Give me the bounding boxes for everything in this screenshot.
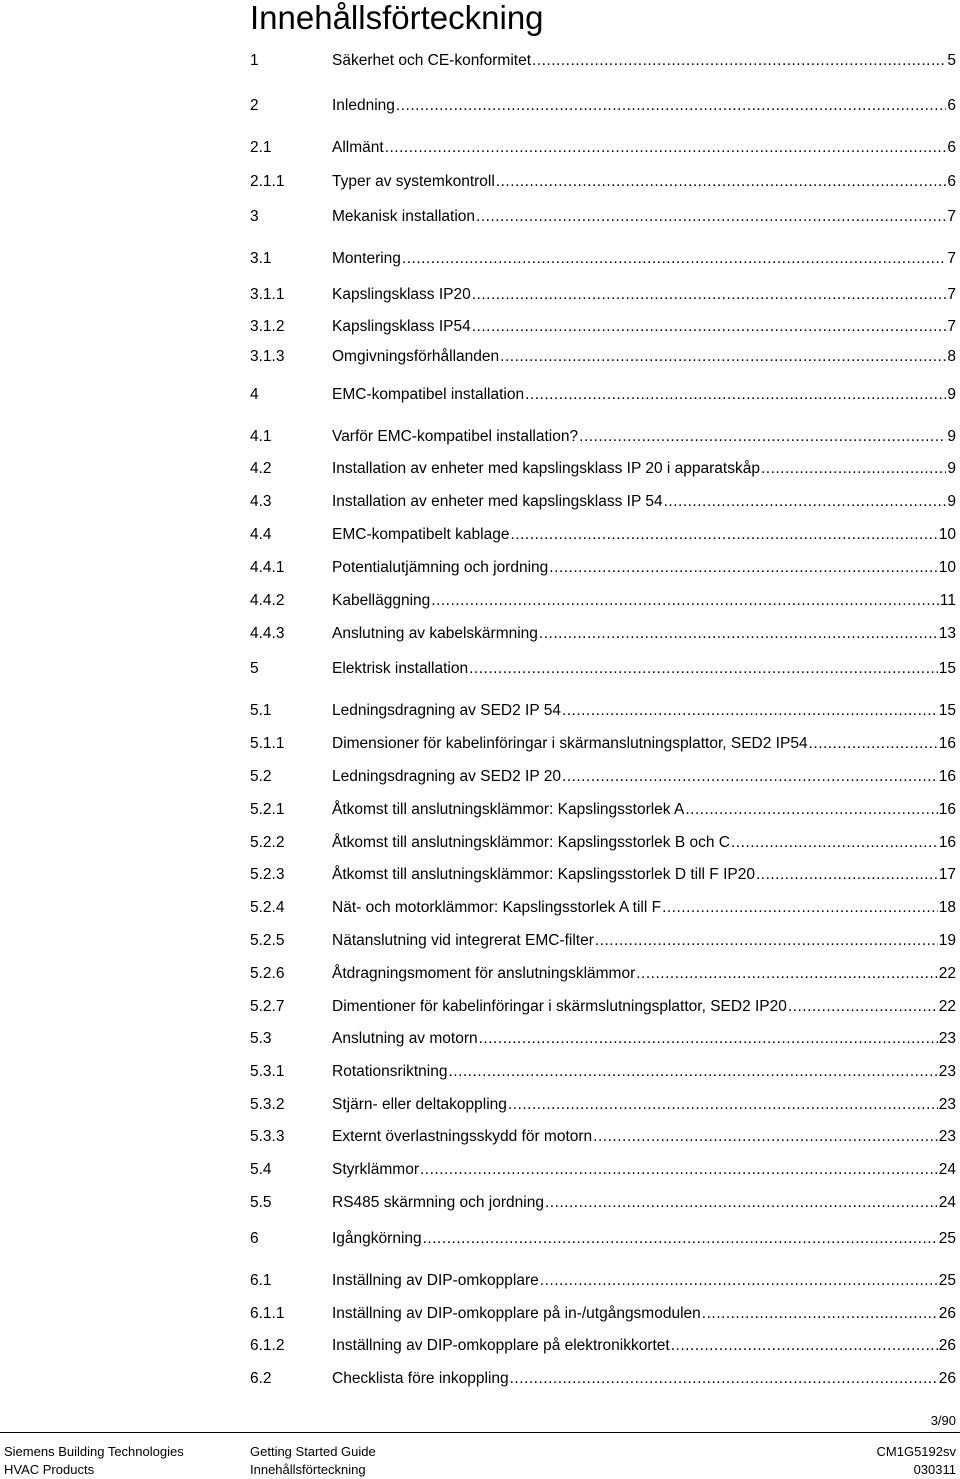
toc-entry-number: 2.1: [250, 139, 272, 156]
toc-entry-title: Rotationsriktning: [332, 1063, 448, 1080]
toc-dot-leader: [595, 930, 938, 952]
toc-entry[interactable]: [250, 206, 956, 228]
toc-entry-page: 7: [947, 250, 956, 267]
toc-dot-leader: [448, 1061, 937, 1083]
toc-dot-leader: [545, 1192, 938, 1214]
toc-entry[interactable]: [250, 95, 956, 117]
toc-entry-page: 13: [938, 625, 956, 642]
toc-entry-number: 1: [250, 52, 259, 69]
toc-entry-title: Dimensioner för kabelinföringar i skärmanslutningsplattor, SED2 IP54: [332, 735, 808, 752]
toc-entry-number: 5.2.7: [250, 998, 285, 1015]
toc-dot-leader: [540, 1270, 938, 1292]
toc-entry-number: 5.1.1: [250, 735, 285, 752]
toc-dot-leader: [549, 557, 937, 579]
toc-dot-leader: [593, 1126, 938, 1148]
toc-entry-number: 5.5: [250, 1194, 272, 1211]
toc-dot-leader: [402, 248, 946, 270]
toc-entry-title: Åtkomst till anslutningsklämmor: Kapslingsstorlek D till F IP20: [332, 866, 755, 883]
toc-entry-page: 25: [938, 1272, 956, 1289]
toc-entry-number: 3.1: [250, 250, 272, 267]
toc-entry-page: 9: [947, 428, 956, 445]
toc-dot-leader: [579, 426, 946, 448]
toc-entry[interactable]: [250, 346, 956, 368]
toc-entry[interactable]: [250, 557, 956, 579]
toc-entry[interactable]: [250, 1335, 956, 1357]
footer-company: Siemens Building Technologies: [4, 1444, 184, 1459]
toc-entry[interactable]: [250, 248, 956, 270]
toc-entry[interactable]: [250, 1094, 956, 1116]
toc-entry-page: 17: [938, 866, 956, 883]
toc-entry[interactable]: [250, 458, 956, 480]
toc-entry-title: Inställning av DIP-omkopplare på in-/utgångsmodulen: [332, 1305, 701, 1322]
toc-entry[interactable]: [250, 700, 956, 722]
toc-entry[interactable]: [250, 384, 956, 406]
toc-entry-page: 7: [947, 318, 956, 335]
toc-entry-title: Checklista före inkoppling: [332, 1370, 509, 1387]
toc-entry-page: 7: [947, 208, 956, 225]
toc-entry-page: 22: [938, 965, 956, 982]
footer-date: 030311: [913, 1462, 956, 1477]
toc-dot-leader: [532, 50, 946, 72]
toc-entry[interactable]: [250, 1270, 956, 1292]
toc-dot-leader: [472, 316, 947, 338]
toc-entry[interactable]: [250, 832, 956, 854]
toc-entry-title: Säkerhet och CE-konformitet: [332, 52, 532, 69]
toc-entry-title: Nät- och motorklämmor: Kapslingsstorlek A till F: [332, 899, 662, 916]
toc-entry[interactable]: [250, 996, 956, 1018]
toc-entry-page: 16: [938, 768, 956, 785]
toc-entry-number: 4.2: [250, 460, 272, 477]
toc-entry-number: 5.3.2: [250, 1096, 285, 1113]
toc-entry-title: Installation av enheter med kapslingsklass IP 54: [332, 493, 663, 510]
toc-entry-number: 3.1.1: [250, 286, 285, 303]
toc-entry-number: 5.2.4: [250, 899, 285, 916]
toc-entry-number: 5.3: [250, 1030, 272, 1047]
toc-dot-leader: [500, 346, 946, 368]
toc-entry-title: Mekanisk installation: [332, 208, 476, 225]
footer-doc-id: CM1G5192sv: [876, 1444, 956, 1459]
toc-entry-title: Installation av enheter med kapslingsklass IP 20 i apparatskåp: [332, 460, 760, 477]
toc-entry[interactable]: [250, 171, 956, 193]
toc-dot-leader: [685, 799, 937, 821]
toc-entry-page: 9: [947, 493, 956, 510]
toc-entry[interactable]: [250, 590, 956, 612]
footer-doc-title: Getting Started Guide: [250, 1444, 376, 1459]
toc-entry-title: Stjärn- eller deltakoppling: [332, 1096, 507, 1113]
toc-entry-title: EMC-kompatibelt kablage: [332, 526, 510, 543]
toc-entry-number: 4.4.1: [250, 559, 285, 576]
toc-entry[interactable]: [250, 864, 956, 886]
toc-entry-number: 5.3.1: [250, 1063, 285, 1080]
toc-entry-page: 10: [938, 526, 956, 543]
toc-entry-number: 5.2.6: [250, 965, 285, 982]
toc-entry[interactable]: [250, 658, 956, 680]
toc-entry[interactable]: [250, 1192, 956, 1214]
toc-entry[interactable]: [250, 491, 956, 513]
toc-entry-title: Dimentioner för kabelinföringar i skärmslutningsplattor, SED2 IP20: [332, 998, 787, 1015]
toc-entry-page: 26: [938, 1370, 956, 1387]
toc-entry-number: 4.4.3: [250, 625, 285, 642]
toc-entry-number: 6.1: [250, 1272, 272, 1289]
toc-entry-title: Ledningsdragning av SED2 IP 20: [332, 768, 561, 785]
toc-entry[interactable]: [250, 426, 956, 448]
toc-dot-leader: [662, 897, 938, 919]
toc-dot-leader: [385, 137, 947, 159]
toc-entry-title: Anslutning av kabelskärmning: [332, 625, 538, 642]
toc-dot-leader: [508, 1094, 938, 1116]
toc-dot-leader: [420, 1159, 938, 1181]
toc-entry-page: 25: [938, 1230, 956, 1247]
toc-entry[interactable]: [250, 799, 956, 821]
toc-entry-title: Omgivningsförhållanden: [332, 348, 500, 365]
toc-entry-page: 15: [938, 660, 956, 677]
toc-entry-page: 23: [938, 1030, 956, 1047]
toc-entry-number: 4.4: [250, 526, 272, 543]
toc-entry-number: 4: [250, 386, 259, 403]
toc-entry[interactable]: [250, 623, 956, 645]
toc-entry-number: 3.1.2: [250, 318, 285, 335]
toc-entry-page: 23: [938, 1128, 956, 1145]
toc-entry-number: 5.1: [250, 702, 272, 719]
toc-dot-leader: [476, 206, 946, 228]
toc-entry-page: 9: [947, 386, 956, 403]
toc-entry[interactable]: [250, 1061, 956, 1083]
toc-entry-title: Åtkomst till anslutningsklämmor: Kapslingsstorlek A: [332, 801, 685, 818]
toc-entry-title: Montering: [332, 250, 401, 267]
toc-entry-page: 18: [938, 899, 956, 916]
toc-entry[interactable]: [250, 733, 956, 755]
toc-entry[interactable]: [250, 524, 956, 546]
toc-entry-number: 5.2.1: [250, 801, 285, 818]
toc-entry-number: 5.3.3: [250, 1128, 285, 1145]
toc-entry-page: 11: [939, 592, 956, 609]
toc-dot-leader: [702, 1303, 938, 1325]
toc-entry-title: Kapslingsklass IP20: [332, 286, 471, 303]
toc-entry-page: 9: [947, 460, 956, 477]
toc-entry[interactable]: [250, 930, 956, 952]
toc-entry-number: 5.2.2: [250, 834, 285, 851]
toc-entry-number: 2: [250, 97, 259, 114]
toc-dot-leader: [510, 524, 937, 546]
toc-entry-page: 5: [947, 52, 956, 69]
toc-dot-leader: [472, 284, 947, 306]
toc-entry-number: 5.2: [250, 768, 272, 785]
toc-entry-title: Allmänt: [332, 139, 384, 156]
toc-dot-leader: [496, 171, 947, 193]
toc-entry[interactable]: [250, 50, 956, 72]
toc-entry-number: 6.1.2: [250, 1337, 285, 1354]
toc-entry-title: Anslutning av motorn: [332, 1030, 478, 1047]
toc-entry-title: Varför EMC-kompatibel installation?: [332, 428, 579, 445]
toc-entry-page: 19: [938, 932, 956, 949]
toc-entry-number: 5.2.5: [250, 932, 285, 949]
toc-entry-title: EMC-kompatibel installation: [332, 386, 525, 403]
toc-entry-title: RS485 skärmning och jordning: [332, 1194, 544, 1211]
toc-dot-leader: [562, 766, 938, 788]
toc-entry-page: 15: [938, 702, 956, 719]
toc-entry-page: 24: [938, 1161, 956, 1178]
toc-entry-title: Styrklämmor: [332, 1161, 419, 1178]
toc-entry-page: 23: [938, 1096, 956, 1113]
toc-entry-title: Inställning av DIP-omkopplare på elektronikkortet: [332, 1337, 670, 1354]
toc-entry-page: 8: [947, 348, 956, 365]
toc-entry[interactable]: [250, 1368, 956, 1390]
toc-entry-page: 26: [938, 1337, 956, 1354]
toc-entry-number: 3.1.3: [250, 348, 285, 365]
toc-entry-number: 3: [250, 208, 259, 225]
toc-entry[interactable]: [250, 963, 956, 985]
toc-entry-title: Externt överlastningsskydd för motorn: [332, 1128, 593, 1145]
toc-entry-title: Typer av systemkontroll: [332, 173, 495, 190]
toc-entry-title: Inledning: [332, 97, 395, 114]
toc-dot-leader: [788, 996, 938, 1018]
page-title: Innehållsförteckning: [250, 0, 544, 36]
toc-entry-number: 4.3: [250, 493, 272, 510]
toc-entry-title: Ledningsdragning av SED2 IP 54: [332, 702, 561, 719]
toc-entry[interactable]: [250, 1228, 956, 1250]
toc-entry-title: Åtkomst till anslutningsklämmor: Kapslingsstorlek B och C: [332, 834, 730, 851]
toc-entry-page: 26: [938, 1305, 956, 1322]
toc-entry-page: 10: [938, 559, 956, 576]
toc-dot-leader: [396, 95, 946, 117]
toc-entry[interactable]: [250, 1159, 956, 1181]
page-number: 3/90: [930, 1413, 956, 1428]
toc-entry-page: 22: [938, 998, 956, 1015]
toc-dot-leader: [469, 658, 938, 680]
toc-entry-number: 6.1.1: [250, 1305, 285, 1322]
toc-dot-leader: [479, 1028, 938, 1050]
toc-entry-title: Elektrisk installation: [332, 660, 469, 677]
footer-section: Innehållsförteckning: [250, 1462, 366, 1477]
toc-dot-leader: [809, 733, 938, 755]
toc-dot-leader: [664, 491, 947, 513]
toc-entry-number: 5.4: [250, 1161, 272, 1178]
toc-entry[interactable]: [250, 316, 956, 338]
toc-entry[interactable]: [250, 1028, 956, 1050]
toc-entry-page: 6: [947, 97, 956, 114]
toc-entry-title: Åtdragningsmoment för anslutningsklämmor: [332, 965, 636, 982]
toc-dot-leader: [671, 1335, 938, 1357]
toc-entry-page: 7: [947, 286, 956, 303]
toc-entry[interactable]: [250, 1303, 956, 1325]
toc-entry-number: 4.1: [250, 428, 272, 445]
toc-entry[interactable]: [250, 766, 956, 788]
toc-entry-page: 24: [938, 1194, 956, 1211]
toc-entry[interactable]: [250, 1126, 956, 1148]
toc-dot-leader: [761, 458, 946, 480]
toc-entry-number: 4.4.2: [250, 592, 285, 609]
toc-entry[interactable]: [250, 897, 956, 919]
toc-entry-page: 16: [938, 834, 956, 851]
toc-entry-page: 6: [947, 139, 956, 156]
toc-entry-title: Nätanslutning vid integrerat EMC-filter: [332, 932, 594, 949]
toc-dot-leader: [636, 963, 938, 985]
toc-entry-title: Igångkörning: [332, 1230, 422, 1247]
toc-dot-leader: [731, 832, 938, 854]
toc-entry-page: 23: [938, 1063, 956, 1080]
toc-entry-title: Kabelläggning: [332, 592, 431, 609]
toc-entry-number: 6: [250, 1230, 259, 1247]
toc-entry[interactable]: [250, 137, 956, 159]
footer-division: HVAC Products: [4, 1462, 95, 1477]
toc-dot-leader: [510, 1368, 938, 1390]
toc-entry-number: 5: [250, 660, 259, 677]
toc-dot-leader: [562, 700, 938, 722]
toc-entry-title: Kapslingsklass IP54: [332, 318, 471, 335]
toc-dot-leader: [539, 623, 938, 645]
toc-entry-number: 6.2: [250, 1370, 272, 1387]
toc-dot-leader: [423, 1228, 938, 1250]
toc-entry-number: 5.2.3: [250, 866, 285, 883]
toc-entry-page: 6: [947, 173, 956, 190]
toc-dot-leader: [756, 864, 938, 886]
toc-entry-page: 16: [938, 735, 956, 752]
toc-entry[interactable]: [250, 284, 956, 306]
toc-dot-leader: [525, 384, 946, 406]
toc-entry-title: Inställning av DIP-omkopplare: [332, 1272, 539, 1289]
toc-entry-page: 16: [938, 801, 956, 818]
footer-divider: [0, 1432, 960, 1433]
toc-dot-leader: [431, 590, 939, 612]
toc-entry-title: Potentialutjämning och jordning: [332, 559, 549, 576]
toc-entry-number: 2.1.1: [250, 173, 285, 190]
